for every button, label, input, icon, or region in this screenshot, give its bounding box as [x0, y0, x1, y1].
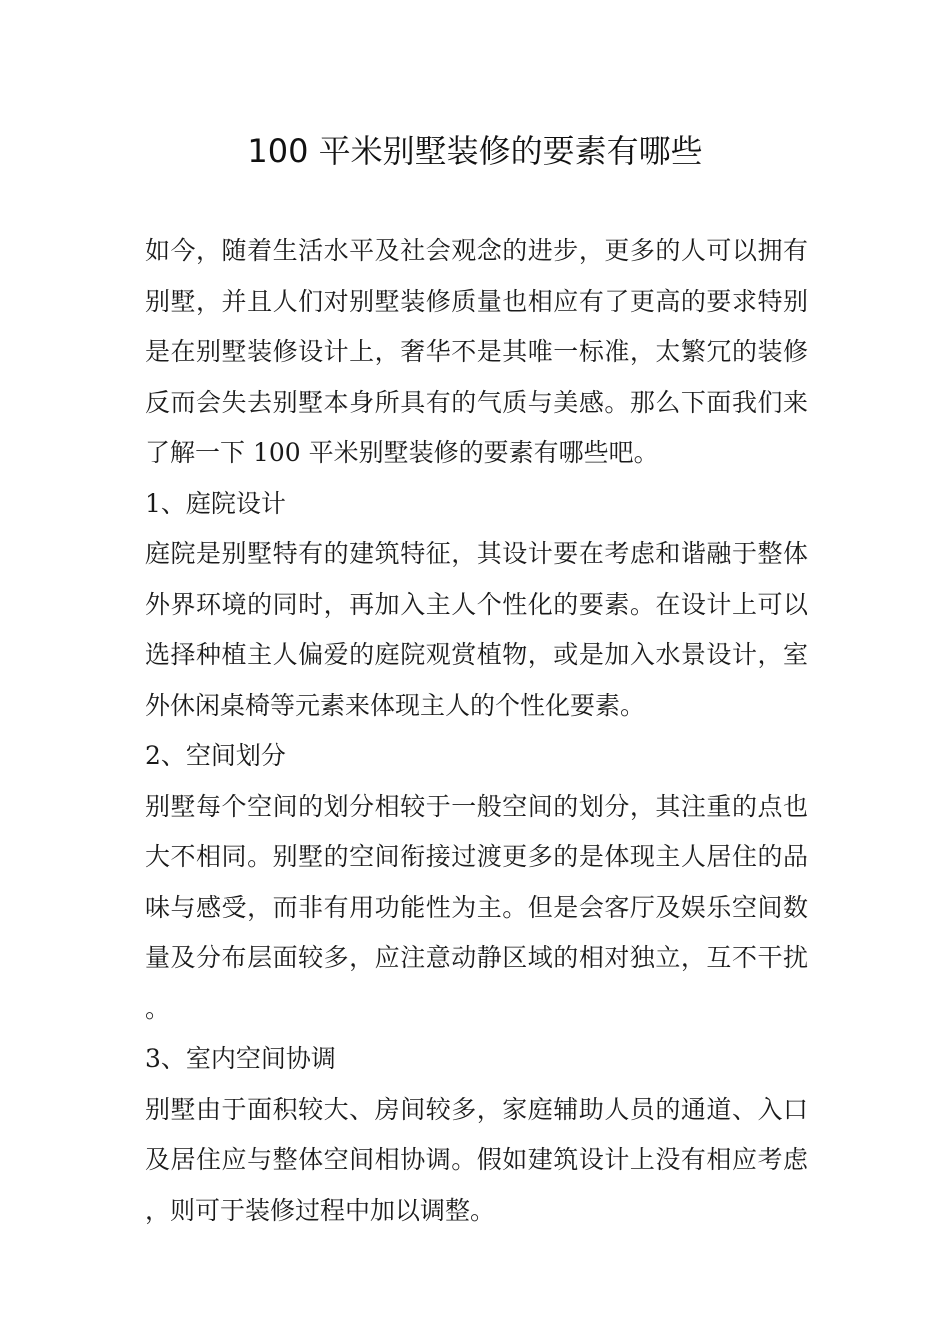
section-text-courtyard: 庭院是别墅特有的建筑特征，其设计要在考虑和谐融于整体外界环境的同时，再加入主人个性化的要素。在设计上可以选择种植主人偏爱的庭院观赏植物，或是加入水景设计，室外休闲桌椅等元素来体现主人的个性化要素。	[145, 539, 808, 720]
section-text-interior-coordination: 别墅由于面积较大、房间较多，家庭辅助人员的通道、入口及居住应与整体空间相协调。假如建筑设计上没有相应考虑，则可于装修过程中加以调整。	[145, 1094, 808, 1225]
intro-paragraph: 如今，随着生活水平及社会观念的进步，更多的人可以拥有别墅，并且人们对别墅装修质量也相应有了更高的要求特别是在别墅装修设计上，奢华不是其唯一标准，太繁冗的装修反而会失去别墅本身所具有的气质与美感。那么下面我们来了解一下 100 平米别墅装修的要素有哪些吧。	[145, 236, 808, 467]
section-heading-space-division: 2、空间划分	[145, 741, 286, 770]
section-text-space-division: 别墅每个空间的划分相较于一般空间的划分，其注重的点也大不相同。别墅的空间衔接过渡更多的是体现主人居住的品味与感受，而非有用功能性为主。但是会客厅及娱乐空间数量及分布层面较多，应注意动静区域的相对独立，互不干扰。	[145, 791, 808, 1023]
section-heading-interior-coordination: 3、室内空间协调	[145, 1044, 336, 1073]
section-heading-courtyard: 1、庭院设计	[145, 488, 286, 518]
page-title: 100 平米别墅装修的要素有哪些	[247, 132, 703, 170]
article-body	[145, 226, 808, 1236]
